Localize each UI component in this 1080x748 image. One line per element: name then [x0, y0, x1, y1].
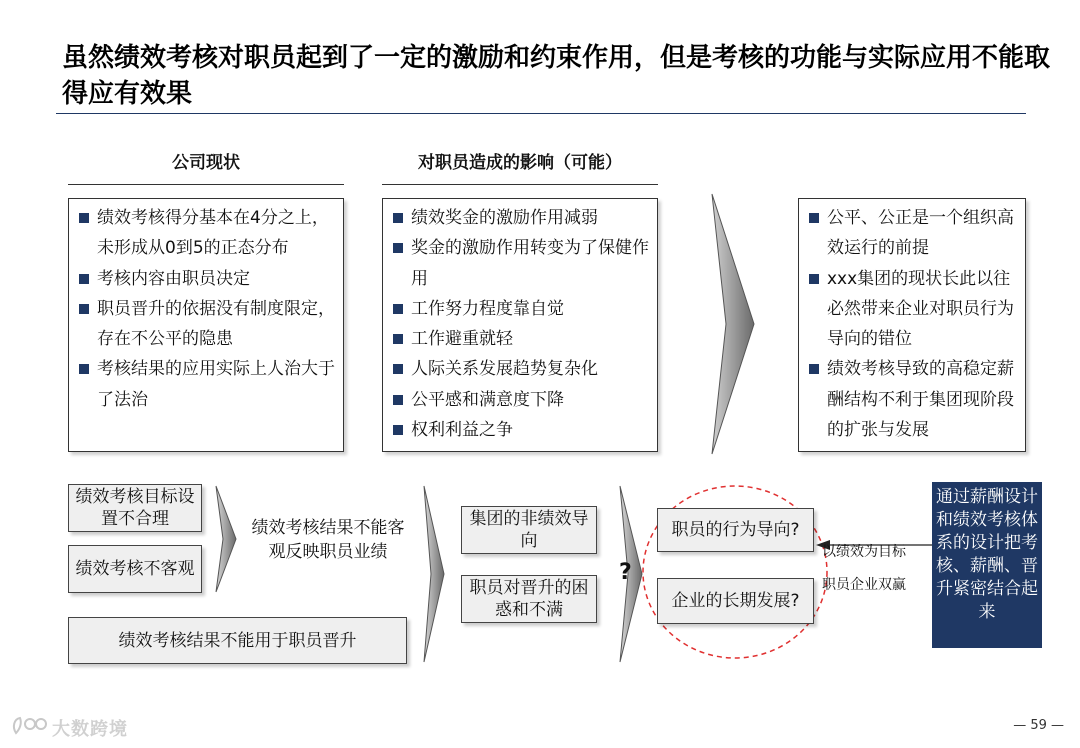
- column-header-rule: [68, 184, 344, 185]
- cause-objectivity-box: 绩效考核不客观: [68, 545, 202, 593]
- column-header-rule: [382, 184, 658, 185]
- impact-box: [382, 198, 658, 452]
- conclusion-box: [798, 198, 1026, 452]
- list-item: 公平感和满意度下降: [391, 385, 651, 415]
- list-item: 工作努力程度靠自觉: [391, 294, 651, 324]
- list-item: 人际关系发展趋势复杂化: [391, 354, 651, 384]
- target-label-line1: 以绩效为目标: [822, 544, 906, 560]
- column-header-current-status: 公司现状: [172, 153, 240, 173]
- list-item: 考核内容由职员决定: [77, 264, 337, 294]
- question-mark: ?: [619, 560, 632, 585]
- question-development-box: 企业的长期发展?: [657, 578, 814, 624]
- cause-target-box: 绩效考核目标设置不合理: [68, 484, 202, 532]
- page-number: — 59 —: [1013, 718, 1064, 733]
- title-divider: [56, 113, 1026, 114]
- solution-box: 通过薪酬设计和绩效考核体系的设计把考核、薪酬、晋升紧密结合起来: [932, 482, 1042, 648]
- column-header-impact: 对职员造成的影响（可能）: [418, 153, 622, 173]
- list-item: 公平、公正是一个组织高效运行的前提: [807, 203, 1019, 264]
- list-item: 绩效考核得分基本在4分之上，未形成从0到5的正态分布: [77, 203, 337, 264]
- list-item: 权利利益之争: [391, 415, 651, 445]
- effect-non-performance-box: 集团的非绩效导向: [461, 506, 597, 554]
- list-item: 工作避重就轻: [391, 324, 651, 354]
- cause-promotion-box: 绩效考核结果不能用于职员晋升: [68, 617, 407, 664]
- list-item: 考核结果的应用实际上人治大于了法治: [77, 354, 337, 415]
- chevron-right-icon: [212, 484, 238, 594]
- list-item: 绩效考核导致的高稳定薪酬结构不利于集团现阶段的扩张与发展: [807, 354, 1019, 445]
- current-status-box: [68, 198, 344, 452]
- impact-list: [391, 203, 651, 445]
- watermark-logo-icon: [10, 713, 50, 739]
- chevron-right-icon: [706, 192, 758, 456]
- result-text: 绩效考核结果不能客观反映职员业绩: [251, 518, 405, 562]
- target-label-line2: 职员企业双赢: [822, 577, 906, 593]
- effect-promotion-confusion-box: 职员对晋升的困惑和不满: [461, 575, 597, 623]
- page-title: 虽然绩效考核对职员起到了一定的激励和约束作用，但是考核的功能与实际应用不能取得应有效果: [62, 43, 1051, 109]
- current-status-list: [77, 203, 337, 415]
- question-behavior-box: 职员的行为导向?: [657, 508, 814, 552]
- list-item: 职员晋升的依据没有制度限定，存在不公平的隐患: [77, 294, 337, 355]
- list-item: xxx集团的现状长此以往必然带来企业对职员行为导向的错位: [807, 264, 1019, 355]
- chevron-right-icon: [420, 484, 446, 664]
- watermark-text: 大数跨境: [52, 719, 128, 740]
- conclusion-list: [807, 203, 1019, 445]
- list-item: 奖金的激励作用转变为了保健作用: [391, 233, 651, 294]
- list-item: 绩效奖金的激励作用减弱: [391, 203, 651, 233]
